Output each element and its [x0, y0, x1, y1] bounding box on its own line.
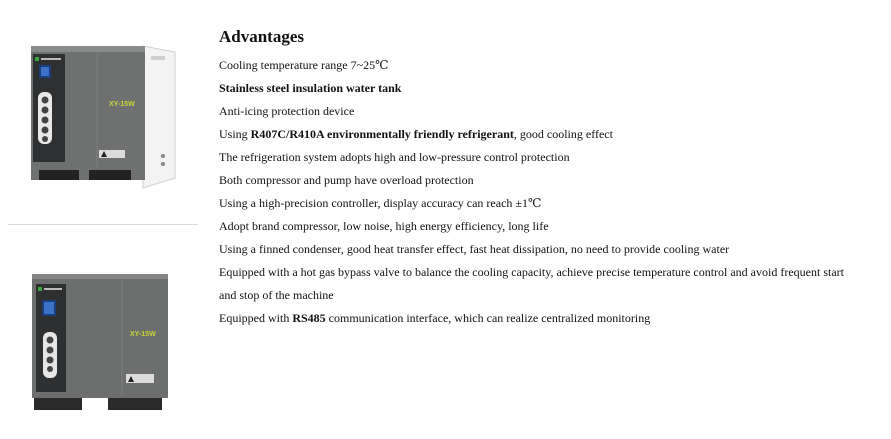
- advantages-section: [219, 26, 879, 330]
- item-text: The refrigeration system adopts high and low-pressure control protection: [219, 150, 570, 164]
- advantages-list: [219, 54, 879, 330]
- item-text: Using a high-precision controller, display accuracy can reach ±1℃: [219, 196, 542, 210]
- item-text: Equipped with: [219, 311, 293, 325]
- item-text: Using a finned condenser, good heat transfer effect, fast heat dissipation, no need to provide cooling water: [219, 242, 730, 256]
- list-item: [219, 54, 879, 77]
- item-bold-text: RS485: [292, 311, 326, 325]
- list-item: [219, 261, 859, 307]
- product-brand-label: XY-15W: [109, 101, 135, 108]
- product-image-top: [25, 38, 193, 190]
- item-text: Adopt brand compressor, low noise, high energy efficiency, long life: [219, 219, 549, 233]
- item-text: communication interface, which can realize centralized monitoring: [325, 311, 651, 325]
- chiller-unit-illustration: [25, 38, 193, 190]
- item-text: Cooling temperature range 7~25℃: [219, 58, 389, 72]
- list-item: [219, 77, 879, 100]
- list-item: [219, 146, 879, 169]
- item-text: Anti-icing protection device: [219, 104, 355, 118]
- list-item: [219, 123, 879, 146]
- section-title: Advantages: [219, 27, 305, 46]
- list-item: [219, 192, 879, 215]
- item-bold-text: R407C/R410A environmentally friendly refrigerant: [250, 127, 514, 141]
- list-item: [219, 238, 879, 261]
- item-text: , good cooling effect: [513, 127, 613, 141]
- product-brand-label: XY-15W: [130, 331, 156, 338]
- item-text: Equipped with a hot gas bypass valve to balance the cooling capacity, achieve precise temperature control and avoid frequent start and stop of the machine: [219, 265, 844, 302]
- divider: [8, 224, 198, 225]
- item-text: Using: [219, 127, 251, 141]
- list-item: [219, 169, 879, 192]
- item-bold-text: Stainless steel insulation water tank: [219, 81, 402, 95]
- list-item: [219, 215, 879, 238]
- list-item: [219, 307, 879, 330]
- chiller-unit-front-illustration: [28, 270, 174, 415]
- product-image-bottom: [28, 270, 174, 415]
- list-item: [219, 100, 879, 123]
- item-text: Both compressor and pump have overload protection: [219, 173, 474, 187]
